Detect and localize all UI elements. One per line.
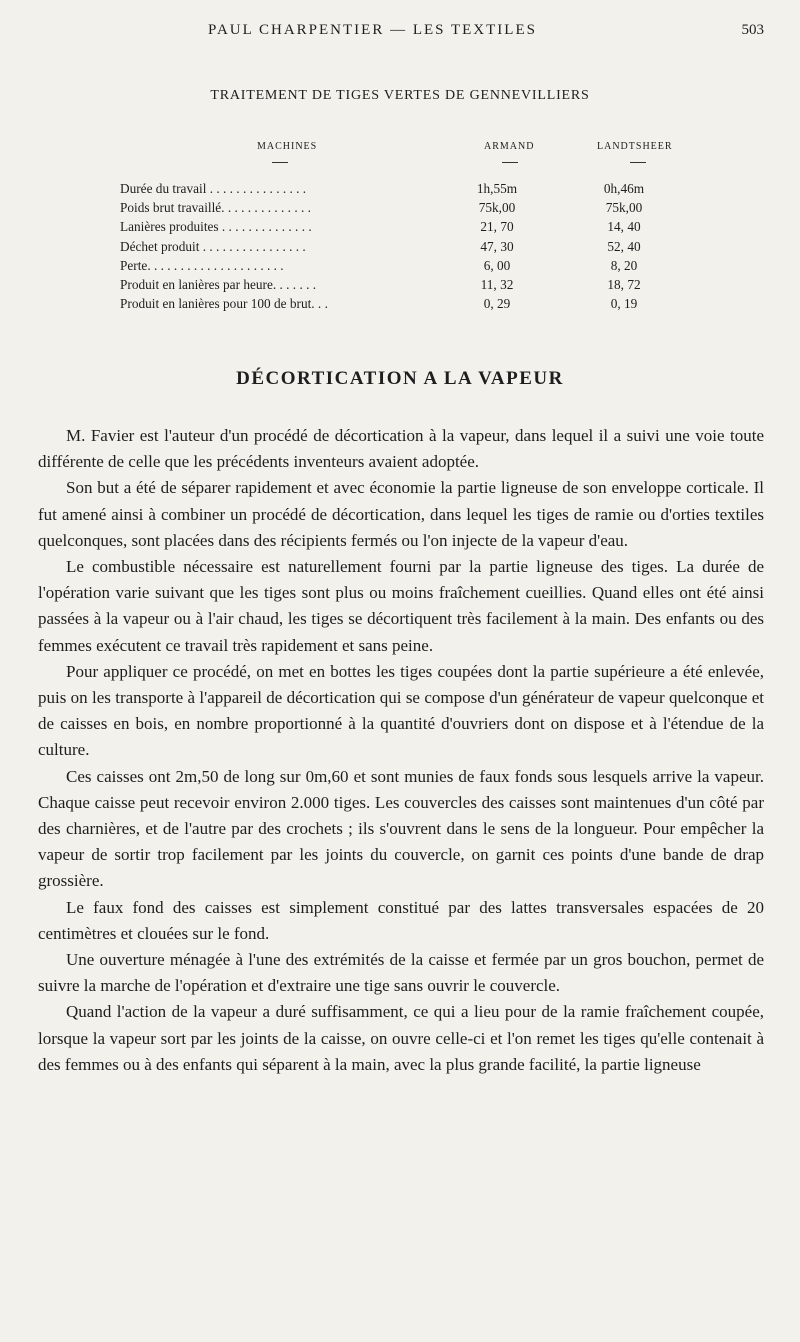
armand-value: 11, 32 (480, 276, 514, 292)
running-head (0, 22, 800, 42)
table-row (120, 294, 680, 313)
landtsheer-value: 0h,46m (603, 181, 645, 196)
paragraph: Pour appliquer ce procédé, on met en bottes les tiges coupées dont la partie supérieure a été enlevée, puis on les transporte à l'appareil de décortication qui se compose d'un générateur de vapeur quelconque et de caisses en bois, en nombre proportionné à la quantité d'ouvriers dont on dispose et à l'étendue de la culture. (38, 661, 764, 760)
page-number: 503 (741, 22, 764, 38)
paragraph: Le combustible nécessaire est naturellement fourni par la partie ligneuse des tiges. La durée de l'opération varie suivant que les tiges sont plus ou moins fraîchement cueillies. Quand elles ont été ainsi passées à la vapeur ou à l'air chaud, les tiges se décortiquent très facilement à la main. Des enfants ou des femmes exécutent ce travail très rapidement et sans peine. (38, 557, 764, 655)
armand-value: 0, 29 (483, 296, 511, 312)
row-label: Déchet produit . . . . . . . . . . . . . . . . (120, 238, 306, 254)
column-rule (630, 162, 646, 163)
column-rule (502, 162, 518, 163)
paragraph: Quand l'action de la vapeur a duré suffisamment, ce qui a lieu pour de la ramie fraîchement coupée, lorsque la vapeur sort par les joints de la caisse, on ouvre celle-ci et l'on remet les tiges qu'elle contenait à des femmes ou à des enfants qui séparent à la main, avec la plus grande facilité, la partie ligneuse (38, 1002, 764, 1074)
column-header-machines: MACHINES (257, 141, 318, 152)
table-row (120, 237, 680, 256)
paragraph: Son but a été de séparer rapidement et avec économie la partie ligneuse de son enveloppe corticale. Il fut amené ainsi à combiner un procédé de décortication, dans lequel les tiges de ramie ou d'orties textiles quelconques, sont placées dans des récipients fermés ou l'on injecte de la vapeur d'eau. (38, 478, 764, 550)
paragraph: Le faux fond des caisses est simplement constitué par des lattes transversales espacées de 20 centimètres et clouées sur le fond. (38, 897, 764, 943)
table-row (120, 179, 680, 198)
body-text (38, 423, 764, 1078)
landtsheer-value: 18, 72 (607, 276, 641, 292)
paragraph: M. Favier est l'auteur d'un procédé de décortication à la vapeur, dans lequel il a suivi une voie toute différente de celle que les précédents inventeurs avaient adoptée. (38, 426, 764, 472)
row-label: Poids brut travaillé. . . . . . . . . . . . . . (120, 200, 311, 216)
armand-value: 1h,55m (476, 181, 518, 196)
row-label: Perte. . . . . . . . . . . . . . . . . . . . . (120, 257, 284, 273)
table-row (120, 275, 680, 294)
landtsheer-value: 75k,00 (605, 200, 643, 216)
row-label: Lanières produites . . . . . . . . . . . . . . (120, 219, 312, 235)
data-table (120, 179, 680, 313)
table-title: TRAITEMENT DE TIGES VERTES DE GENNEVILLIERS (210, 88, 590, 103)
column-header-landtsheer: LANDTSHEER (597, 141, 673, 152)
paragraph: Une ouverture ménagée à l'une des extrémités de la caisse et fermée par un gros bouchon, permet de suivre la marche de l'opération et d'extraire une tige sans ouvrir le couvercle. (38, 950, 764, 996)
table-row (120, 256, 680, 275)
column-rule (272, 162, 288, 163)
landtsheer-value: 0, 19 (610, 296, 638, 312)
landtsheer-value: 8, 20 (610, 257, 638, 273)
landtsheer-value: 14, 40 (607, 219, 641, 235)
armand-value: 21, 70 (480, 219, 514, 235)
running-title: PAUL CHARPENTIER — LES TEXTILES (208, 22, 537, 38)
armand-value: 6, 00 (483, 257, 511, 273)
row-label: Produit en lanières par heure. . . . . . . (120, 276, 317, 292)
row-label: Durée du travail . . . . . . . . . . . . . . . (120, 181, 307, 196)
armand-value: 47, 30 (480, 238, 514, 254)
row-label: Produit en lanières pour 100 de brut. . . (120, 296, 328, 312)
section-heading: DÉCORTICATION A LA VAPEUR (236, 368, 564, 389)
paragraph: Ces caisses ont 2m,50 de long sur 0m,60 et sont munies de faux fonds sous lesquels arrive la vapeur. Chaque caisse peut recevoir environ 2.000 tiges. Les couvercles des caisses sont maintenues d'un côté par des charnières, et de l'autre par des crochets ; ils s'ouvrent dans le sens de la longueur. Pour empêcher la vapeur de sortir trop facilement par les joints du couvercle, on garnit ces points d'une bande de drap grossière. (38, 766, 764, 891)
landtsheer-value: 52, 40 (607, 238, 641, 254)
column-header-armand: ARMAND (484, 141, 535, 152)
table-row (120, 198, 680, 217)
armand-value: 75k,00 (478, 200, 516, 216)
table-row (120, 217, 680, 236)
